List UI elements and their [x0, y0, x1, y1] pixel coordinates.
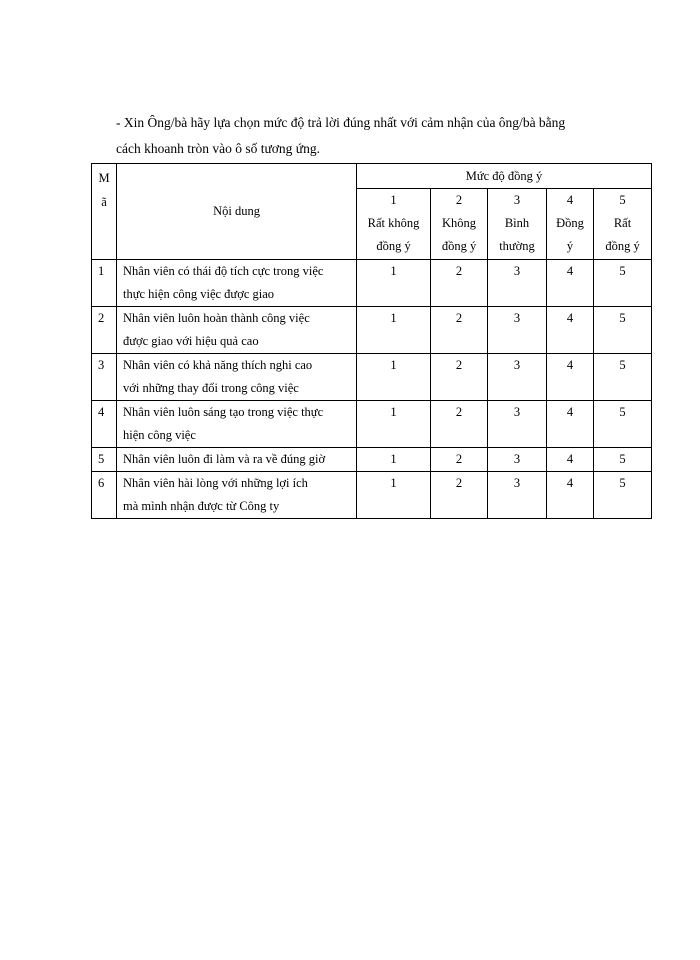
scale-label-line-2: đồng ý: [605, 239, 640, 253]
score-option-2[interactable]: 2: [431, 448, 488, 472]
score-option-3[interactable]: 3: [488, 448, 547, 472]
scale-label-line-1: Bình: [504, 216, 530, 230]
scale-header-1: [357, 189, 431, 260]
row-content: [117, 448, 357, 472]
row-content-line-1: Nhân viên luôn đi làm và ra về đúng giờ: [123, 452, 326, 466]
score-option-5[interactable]: 5: [594, 472, 652, 519]
score-option-4[interactable]: 4: [547, 401, 594, 448]
row-content: [117, 307, 357, 354]
row-content-line-2: thực hiện công việc được giao: [123, 287, 275, 301]
score-option-1[interactable]: 1: [357, 307, 431, 354]
row-content-line-1: Nhân viên có thái độ tích cực trong việc: [123, 264, 324, 278]
header-code-line-2: ã: [101, 195, 107, 209]
score-option-4[interactable]: 4: [547, 260, 594, 307]
scale-label-line-2: thường: [499, 239, 535, 253]
scale-label-line-2: ý: [566, 239, 574, 253]
score-option-1[interactable]: 1: [357, 401, 431, 448]
header-content: Nội dung: [117, 164, 357, 260]
row-content-line-1: Nhân viên hài lòng với những lợi ích: [123, 476, 308, 490]
scale-header-4: [547, 189, 594, 260]
table-row: [92, 354, 652, 401]
survey-table: [91, 163, 652, 519]
row-content-line-1: Nhân viên có khả năng thích nghi cao: [123, 358, 313, 372]
row-content-line-2: hiện công việc: [123, 428, 196, 442]
scale-number: 4: [566, 193, 574, 207]
scale-header-3: [488, 189, 547, 260]
table-row: [92, 307, 652, 354]
score-option-2[interactable]: 2: [431, 260, 488, 307]
row-content: [117, 354, 357, 401]
scale-label-line-1: Rất không: [367, 216, 420, 230]
row-content: [117, 260, 357, 307]
scale-number: 5: [619, 193, 626, 207]
score-option-1[interactable]: 1: [357, 354, 431, 401]
score-option-4[interactable]: 4: [547, 307, 594, 354]
scale-header-5: [594, 189, 652, 260]
score-option-4[interactable]: 4: [547, 472, 594, 519]
scale-label-line-1: Đồng: [556, 216, 584, 230]
score-option-3[interactable]: 3: [488, 472, 547, 519]
instruction-line-2: cách khoanh tròn vào ô số tương ứng.: [116, 141, 320, 156]
row-content-line-1: Nhân viên luôn hoàn thành công việc: [123, 311, 310, 325]
header-agreement-level: Mức độ đồng ý: [357, 164, 652, 189]
row-content-line-1: Nhân viên luôn sáng tạo trong việc thực: [123, 405, 324, 419]
score-option-5[interactable]: 5: [594, 354, 652, 401]
row-code: 2: [92, 307, 117, 354]
score-option-1[interactable]: 1: [357, 472, 431, 519]
score-option-5[interactable]: 5: [594, 260, 652, 307]
score-option-2[interactable]: 2: [431, 401, 488, 448]
row-content: [117, 401, 357, 448]
table-row: [92, 401, 652, 448]
row-content-line-2: với những thay đổi trong công việc: [123, 381, 299, 395]
row-code: 6: [92, 472, 117, 519]
score-option-3[interactable]: 3: [488, 260, 547, 307]
row-code: 5: [92, 448, 117, 472]
scale-number: 2: [455, 193, 463, 207]
scale-number: 3: [513, 193, 521, 207]
scale-label-line-1: Rất: [613, 216, 632, 230]
scale-label-line-2: đồng ý: [376, 239, 411, 253]
score-option-3[interactable]: 3: [488, 307, 547, 354]
scale-label-line-1: Không: [441, 216, 477, 230]
scale-label-line-2: đồng ý: [441, 239, 477, 253]
score-option-2[interactable]: 2: [431, 354, 488, 401]
table-row: [92, 260, 652, 307]
score-option-4[interactable]: 4: [547, 354, 594, 401]
header-code-line-1: M: [98, 171, 110, 185]
score-option-3[interactable]: 3: [488, 401, 547, 448]
score-option-3[interactable]: 3: [488, 354, 547, 401]
row-code: 1: [92, 260, 117, 307]
score-option-2[interactable]: 2: [431, 472, 488, 519]
scale-number: 1: [390, 193, 397, 207]
table-row: [92, 448, 652, 472]
header-code: [92, 164, 117, 260]
header-row-group: [92, 164, 652, 189]
score-option-5[interactable]: 5: [594, 448, 652, 472]
score-option-2[interactable]: 2: [431, 307, 488, 354]
instruction-line-1: - Xin Ông/bà hãy lựa chọn mức độ trả lời đúng nhất với cảm nhận của ông/bà bằng: [116, 115, 566, 130]
row-code: 4: [92, 401, 117, 448]
score-option-4[interactable]: 4: [547, 448, 594, 472]
row-content: [117, 472, 357, 519]
row-content-line-2: được giao với hiệu quả cao: [123, 334, 259, 348]
score-option-5[interactable]: 5: [594, 401, 652, 448]
row-content-line-2: mà mình nhận được từ Công ty: [123, 499, 280, 513]
instruction-paragraph: [116, 110, 646, 162]
table-row: [92, 472, 652, 519]
score-option-1[interactable]: 1: [357, 260, 431, 307]
row-code: 3: [92, 354, 117, 401]
score-option-5[interactable]: 5: [594, 307, 652, 354]
scale-header-2: [431, 189, 488, 260]
score-option-1[interactable]: 1: [357, 448, 431, 472]
